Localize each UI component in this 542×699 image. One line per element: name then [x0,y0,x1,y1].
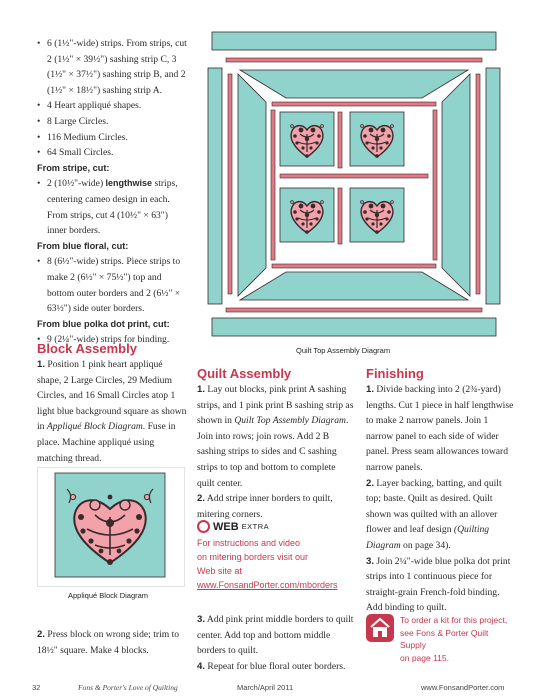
list-item: • 64 Small Circles. [37,145,187,161]
floral-list [37,254,187,316]
stripe-list [37,176,187,238]
kit-order-text[interactable]: To order a kit for this project, see Fons & Porter Quilt Supply on page 115. [400,615,508,663]
inner-border-bottom [240,272,468,300]
kit-order-box [366,614,516,664]
list-item: • 4 Heart appliqué shapes. [37,98,187,114]
outer-border-right [486,68,500,304]
outer-border-bottom [212,318,496,336]
list-item: • 116 Medium Circles. [37,130,187,146]
web-extra-label: WEB EXTRA [197,520,355,533]
list-item: • 8 Large Circles. [37,114,187,130]
polka-heading: From blue polka dot print, cut: [37,318,170,329]
quilt-assembly-steps-2 [197,612,355,674]
outer-border-left [208,68,222,304]
issue-date: March/April 2011 [237,683,294,692]
floral-heading: From blue floral, cut: [37,240,129,251]
globe-icon [197,520,210,533]
middle-border-top [226,58,482,62]
quilt-step-1: 1. Lay out blocks, pink print A sashing strips, and 1 pink print B sashing strip as shown in Quilt Top Assembly Diagram. Join into rows; join rows. Add 2 B sashing strips to sides and C sashing strips to top and bottom to complete quilt center. [197,384,354,489]
diagram-caption: Quilt Top Assembly Diagram [296,346,391,355]
outer-border-top [212,32,496,50]
inner-border-right [442,74,470,296]
finishing-steps [366,382,514,616]
quilt-step-4: 4. Repeat for blue floral outer borders. [197,660,346,672]
quilt-assembly-steps [197,382,355,522]
list-item: • 8 (6½"-wide) strips. Piece strips to make 2 (6½" × 75½") top and bottom outer borders and 2 (6½" × 63½") side outer borders. [37,254,187,316]
list-item: • 6 (1½"-wide) strips. From strips, cut 2 (1½" × 39½") sashing strip C, 3 (1½" × 37½") sashing strip B, and 2 (1½" × 18½") sashing strip A. [37,36,187,98]
page-number: 32 [32,683,41,692]
publication-name: Fons & Porter's Love of Quilting [78,683,178,692]
web-extra-box [197,520,355,592]
quilt-top-assembly-diagram [204,28,504,344]
block-step-2: 2. Press block on wrong side; trim to 18½" square. Make 4 blocks. [37,629,180,656]
list-item: • 2 (10½"-wide) lengthwise strips, centering cameo design in each. From strips, cut 4 (10½" × 63") inner borders. [37,176,187,238]
cutting-list-top [37,36,187,348]
sashing-b-right [433,110,437,260]
sashing-a-upper [338,112,342,168]
sashing-c-top [272,102,436,106]
block-assembly-heading: Block Assembly [37,341,137,356]
sashing-b-center [280,174,428,178]
applique-block-diagram [37,467,185,587]
web-extra-text: For instructions and video on mitering borders visit our Web site at www.FonsandPorter.com/mborders [197,536,355,592]
quilt-step-2: 2. Add stripe inner borders to quilt, mitering corners. [197,493,333,520]
finishing-heading: Finishing [366,366,424,381]
finishing-step-2: 2. Layer backing, batting, and quilt top; baste. Quilt as desired. Quilt shown was quilted with an allover flower and leaf design (Quilting Diagram on page 34). [366,477,502,551]
intro-list [37,36,187,161]
middle-border-left [228,74,232,294]
mitering-link[interactable]: www.FonsandPorter.com/mborders [197,580,338,590]
block-diagram-caption: Appliqué Block Diagram [68,591,149,600]
quilt-step-3: 3. Add pink print middle borders to quilt center. Add top and bottom middle borders to quilt. [197,614,354,657]
middle-border-bottom [226,308,482,312]
sashing-a-lower [338,188,342,244]
middle-border-right [476,74,480,294]
sashing-b-left [271,110,275,260]
block-step-1: 1. Position 1 pink heart appliqué shape, 2 Large Circles, 29 Medium Circles, and 16 Small Circles atop 1 light blue background square as shown in Appliqué Block Diagram. Fuse in place. Machine appliqué using matching thread. [37,359,187,464]
website-url[interactable]: www.FonsandPorter.com [421,683,505,692]
stripe-heading: From stripe, cut: [37,162,110,173]
store-icon [366,614,394,642]
quilt-assembly-heading: Quilt Assembly [197,366,292,381]
inner-border-top [240,70,468,98]
inner-border-left [238,74,266,296]
sashing-c-bottom [272,264,436,268]
finishing-step-1: 1. Divide backing into 2 (2¾-yard) lengths. Cut 1 piece in half lengthwise to make 2 narrow panels. Join 1 narrow panel to each side of wider panel. Press seam allowances toward narrow panels. [366,384,514,473]
list-item: • 9 (2¼"-wide) strips for binding. [37,332,187,348]
finishing-step-3: 3. Join 2¼"-wide blue polka dot print strips into 1 continuous piece for straight-grain French-fold binding. Add binding to quilt. [366,555,511,614]
